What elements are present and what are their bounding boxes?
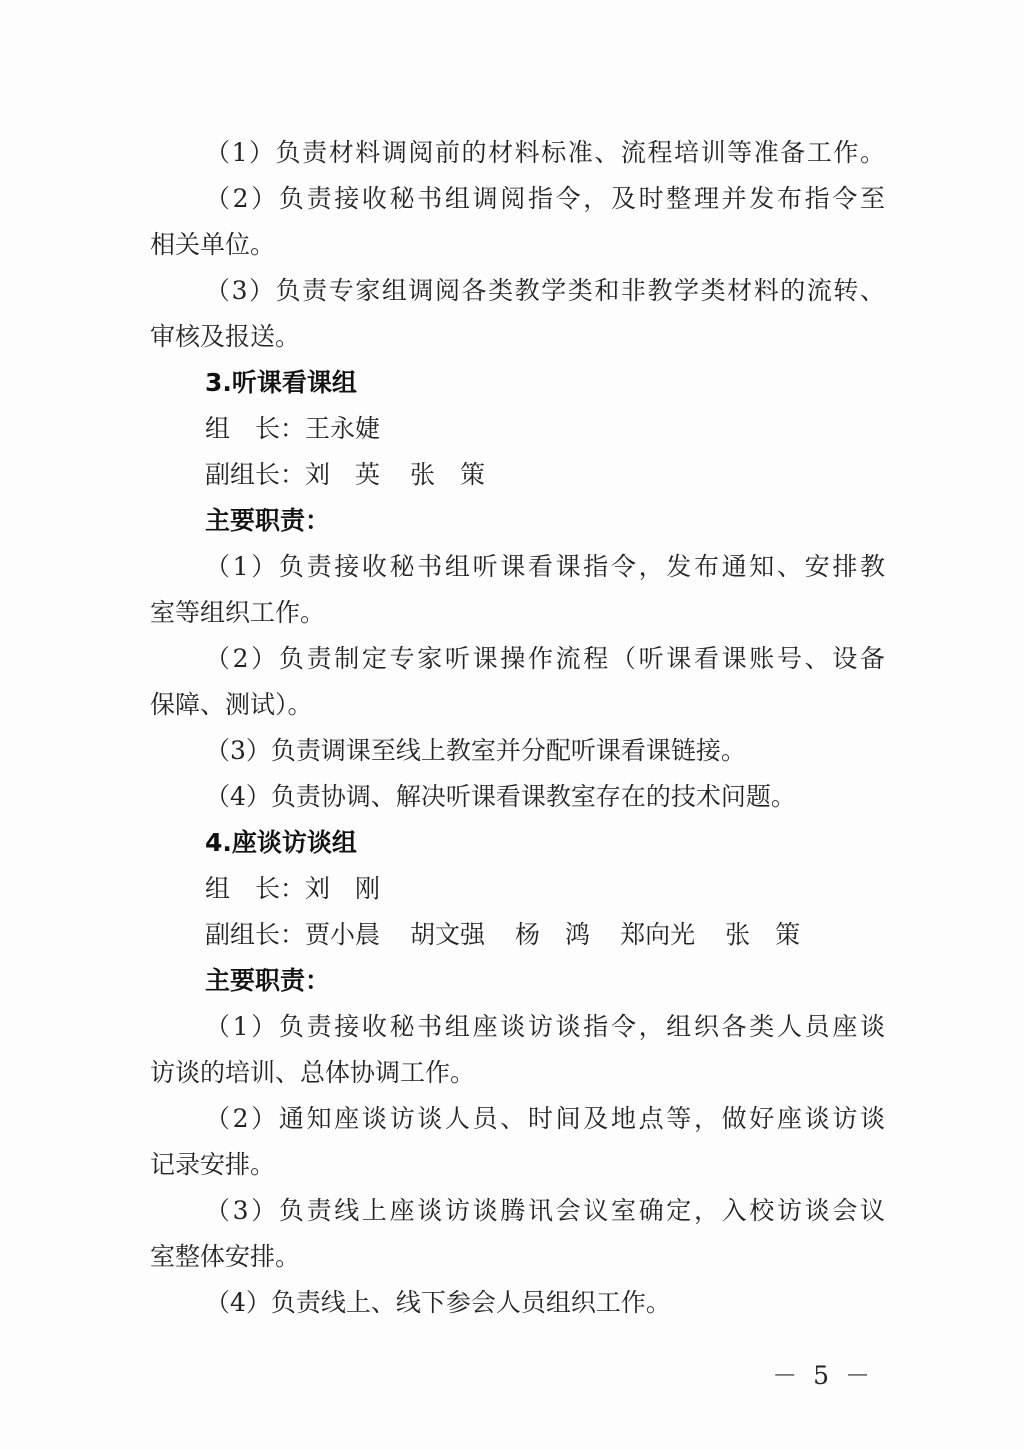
duty-line: （2）负责制定专家听课操作流程（听课看课账号、设备 [205, 644, 885, 673]
deputy-name: 贾小晨 [305, 920, 381, 949]
group-leader-row [150, 406, 885, 452]
leader-name: 王永婕 [305, 414, 381, 443]
group-leader-row [150, 866, 885, 912]
section-heading-listening: 3.听课看课组 [205, 368, 357, 397]
duty-line: （3）负责调课至线上教室并分配听课看课链接。 [205, 736, 746, 765]
duty-item-3-cont: 审核及报送。 [150, 322, 301, 351]
deputy-leader-row [150, 452, 885, 498]
deputy-label: 副组长： [205, 460, 306, 489]
duty-item-2: （2）负责接收秘书组调阅指令，及时整理并发布指令至 [205, 184, 885, 213]
deputy-name: 杨 鸿 [515, 920, 591, 949]
duty-line: （3）负责线上座谈访谈腾讯会议室确定，入校访谈会议 [205, 1196, 885, 1225]
deputy-name: 胡文强 [410, 920, 486, 949]
duty-item-1: （1）负责材料调阅前的材料标准、流程培训等准备工作。 [205, 138, 885, 167]
duty-line: 保障、测试）。 [150, 690, 313, 719]
page-number: － 5 － [772, 1361, 874, 1390]
deputy-name: 郑向光 [620, 920, 696, 949]
duty-line: 访谈的培训、总体协调工作。 [150, 1058, 476, 1087]
duty-item-3: （3）负责专家组调阅各类教学类和非教学类材料的流转、 [205, 276, 885, 305]
duty-line: （2）通知座谈访谈人员、时间及地点等，做好座谈访谈 [205, 1104, 885, 1133]
deputy-name: 张 策 [410, 460, 486, 489]
duty-item-2-cont: 相关单位。 [150, 230, 276, 259]
duty-line: （4）负责协调、解决听课看课教室存在的技术问题。 [205, 782, 796, 811]
duties-heading: 主要职责： [205, 506, 331, 535]
duties-heading: 主要职责： [205, 966, 331, 995]
leader-name: 刘 刚 [305, 874, 381, 903]
deputy-label: 副组长： [205, 920, 306, 949]
duty-line: 室等组织工作。 [150, 598, 326, 627]
deputy-name: 刘 英 [305, 460, 381, 489]
duty-line: （1）负责接收秘书组座谈访谈指令，组织各类人员座谈 [205, 1012, 885, 1041]
deputy-name: 张 策 [725, 920, 801, 949]
section-heading-interview: 4.座谈访谈组 [205, 828, 357, 857]
duty-line: （1）负责接收秘书组听课看课指令，发布通知、安排教 [205, 552, 885, 581]
duty-line: （4）负责线上、线下参会人员组织工作。 [205, 1288, 671, 1317]
deputy-leader-row [150, 912, 885, 958]
duty-line: 室整体安排。 [150, 1242, 301, 1271]
duty-line: 记录安排。 [150, 1150, 276, 1179]
page-content [150, 130, 885, 1326]
leader-label: 组 长： [205, 414, 306, 443]
leader-label: 组 长： [205, 874, 306, 903]
